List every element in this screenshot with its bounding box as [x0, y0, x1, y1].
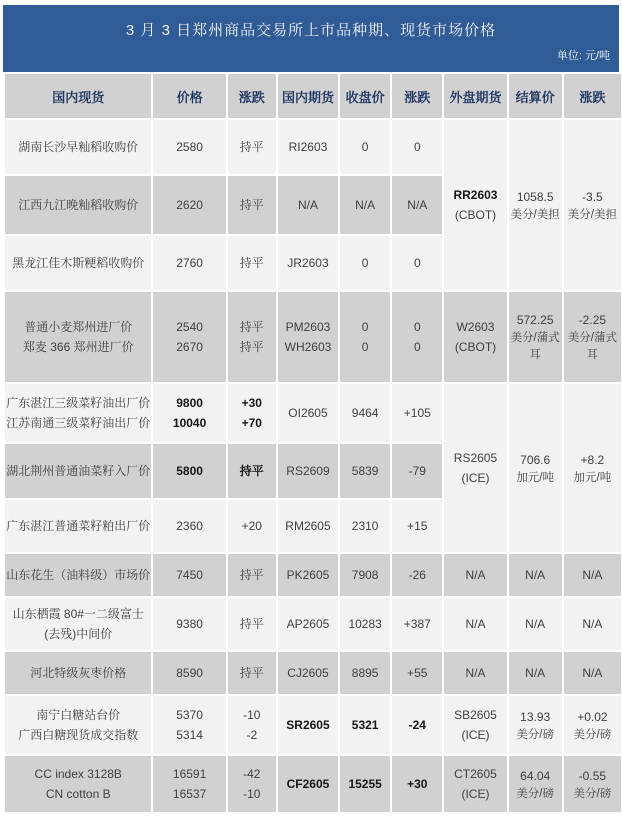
spot-name-cell: 南宁白糖站台价 广西白糖现货成交指数: [5, 696, 151, 754]
spot-name-cell: 普通小麦郑州进厂价 郑麦 366 郑州进厂价: [5, 292, 151, 382]
outer-futures-code-cell: N/A: [444, 554, 506, 596]
outer-futures-code-cell: N/A: [444, 598, 506, 650]
futures-close-cell: 9464: [340, 384, 390, 442]
outer-change-cell: +8.2 加元/吨: [564, 384, 621, 552]
header-row: [5, 74, 621, 118]
spot-name-cell: 广东湛江普通菜籽粕出厂价: [5, 500, 151, 552]
futures-change-cell: 0 0: [392, 292, 442, 382]
spot-name-cell: 湖北荆州普通油菜籽入厂价: [5, 444, 151, 498]
spot-name-cell: 湖南长沙早籼稻收购价: [5, 120, 151, 174]
col-header-futures-change: 涨跌: [392, 74, 442, 118]
spot-price-cell: 2620: [153, 176, 225, 234]
futures-code-cell: CJ2605: [278, 652, 338, 694]
outer-settle-cell: 572.25 美分/蒲式耳: [509, 292, 562, 382]
table-row: [5, 384, 621, 442]
col-header-domestic-spot: 国内现货: [5, 74, 151, 118]
spot-name-cell: 山东花生（油料级）市场价: [5, 554, 151, 596]
futures-code-cell: CF2605: [278, 756, 338, 812]
col-header-settle: 结算价: [509, 74, 562, 118]
spot-name-cell: 山东栖霞 80#一二级富士 (去残)中间价: [5, 598, 151, 650]
table-row: [5, 652, 621, 694]
futures-close-cell: 0: [340, 120, 390, 174]
spot-price-cell: 9800 10040: [153, 384, 225, 442]
futures-code-cell: N/A: [278, 176, 338, 234]
outer-settle-cell: 706.6 加元/吨: [509, 384, 562, 552]
futures-change-cell: +30: [392, 756, 442, 812]
outer-change-cell: -2.25 美分/蒲式耳: [564, 292, 621, 382]
spot-change-cell: 持平: [228, 120, 276, 174]
spot-name-cell: 黑龙江佳木斯粳稻收购价: [5, 236, 151, 290]
outer-futures-code-cell: N/A: [444, 652, 506, 694]
futures-close-cell: 5839: [340, 444, 390, 498]
futures-code-cell: RI2603: [278, 120, 338, 174]
futures-change-cell: -79: [392, 444, 442, 498]
outer-change-cell: -0.55 美分/磅: [564, 756, 621, 812]
futures-code-cell: OI2605: [278, 384, 338, 442]
futures-code-cell: AP2605: [278, 598, 338, 650]
outer-futures-code-cell: SB2605 (ICE): [444, 696, 506, 754]
table-row: [5, 120, 621, 174]
futures-change-cell: +15: [392, 500, 442, 552]
spot-name-cell: 江西九江晚籼稻收购价: [5, 176, 151, 234]
table-row: [5, 598, 621, 650]
spot-price-cell: 2760: [153, 236, 225, 290]
spot-price-cell: 5800: [153, 444, 225, 498]
futures-close-cell: N/A: [340, 176, 390, 234]
futures-close-cell: 10283: [340, 598, 390, 650]
spot-change-cell: 持平: [228, 176, 276, 234]
futures-code-cell: PK2605: [278, 554, 338, 596]
futures-code-cell: PM2603 WH2603: [278, 292, 338, 382]
outer-futures-code-cell: RR2603 (CBOT): [444, 120, 506, 290]
col-header-outer-change: 涨跌: [564, 74, 621, 118]
table-row: [5, 756, 621, 812]
spot-change-cell: -42 -10: [228, 756, 276, 812]
outer-change-cell: N/A: [564, 652, 621, 694]
futures-change-cell: +55: [392, 652, 442, 694]
outer-change-cell: N/A: [564, 554, 621, 596]
spot-change-cell: 持平: [228, 598, 276, 650]
futures-close-cell: 7908: [340, 554, 390, 596]
col-header-outer-futures: 外盘期货: [444, 74, 506, 118]
outer-settle-cell: N/A: [509, 598, 562, 650]
col-header-price: 价格: [153, 74, 225, 118]
futures-change-cell: 0: [392, 120, 442, 174]
futures-code-cell: SR2605: [278, 696, 338, 754]
spot-name-cell: 河北特级灰枣价格: [5, 652, 151, 694]
futures-change-cell: N/A: [392, 176, 442, 234]
futures-code-cell: RS2609: [278, 444, 338, 498]
futures-close-cell: 8895: [340, 652, 390, 694]
table-row: [5, 554, 621, 596]
outer-settle-cell: 13.93 美分/磅: [509, 696, 562, 754]
spot-price-cell: 16591 16537: [153, 756, 225, 812]
futures-change-cell: 0: [392, 236, 442, 290]
spot-name-cell: 广东湛江三级菜籽油出厂价 江苏南通三级菜籽油出厂价: [5, 384, 151, 442]
spot-price-cell: 2360: [153, 500, 225, 552]
outer-settle-cell: N/A: [509, 652, 562, 694]
outer-futures-code-cell: RS2605 (ICE): [444, 384, 506, 552]
futures-code-cell: JR2603: [278, 236, 338, 290]
spot-change-cell: 持平: [228, 554, 276, 596]
futures-close-cell: 2310: [340, 500, 390, 552]
spot-change-cell: +20: [228, 500, 276, 552]
outer-change-cell: -3.5 美分/美担: [564, 120, 621, 290]
outer-settle-cell: 64.04 美分/磅: [509, 756, 562, 812]
outer-change-cell: +0.02 美分/磅: [564, 696, 621, 754]
spot-name-cell: CC index 3128B CN cotton B: [5, 756, 151, 812]
outer-settle-cell: N/A: [509, 554, 562, 596]
outer-change-cell: N/A: [564, 598, 621, 650]
price-table: [3, 72, 622, 814]
futures-close-cell: 5321: [340, 696, 390, 754]
spot-change-cell: 持平: [228, 652, 276, 694]
spot-change-cell: -10 -2: [228, 696, 276, 754]
futures-change-cell: -24: [392, 696, 442, 754]
spot-price-cell: 8590: [153, 652, 225, 694]
table-row: [5, 292, 621, 382]
col-header-close: 收盘价: [340, 74, 390, 118]
futures-close-cell: 15255: [340, 756, 390, 812]
outer-settle-cell: 1058.5 美分/美担: [509, 120, 562, 290]
spot-change-cell: +30 +70: [228, 384, 276, 442]
futures-close-cell: 0 0: [340, 292, 390, 382]
spot-price-cell: 2540 2670: [153, 292, 225, 382]
title-band: [3, 5, 619, 72]
spot-price-cell: 5370 5314: [153, 696, 225, 754]
outer-futures-code-cell: CT2605 (ICE): [444, 756, 506, 812]
table-row: [5, 696, 621, 754]
outer-futures-code-cell: W2603 (CBOT): [444, 292, 506, 382]
unit-label: 单位: 元/吨: [556, 50, 610, 62]
futures-change-cell: +105: [392, 384, 442, 442]
spot-change-cell: 持平: [228, 236, 276, 290]
spot-price-cell: 9380: [153, 598, 225, 650]
futures-close-cell: 0: [340, 236, 390, 290]
col-header-domestic-futures: 国内期货: [278, 74, 338, 118]
col-header-change: 涨跌: [228, 74, 276, 118]
spot-change-cell: 持平 持平: [228, 292, 276, 382]
page-title: 3 月 3 日郑州商品交易所上市品种期、现货市场价格: [125, 22, 497, 39]
futures-change-cell: -26: [392, 554, 442, 596]
spot-price-cell: 2580: [153, 120, 225, 174]
futures-code-cell: RM2605: [278, 500, 338, 552]
spot-price-cell: 7450: [153, 554, 225, 596]
futures-change-cell: +387: [392, 598, 442, 650]
spot-change-cell: 持平: [228, 444, 276, 498]
